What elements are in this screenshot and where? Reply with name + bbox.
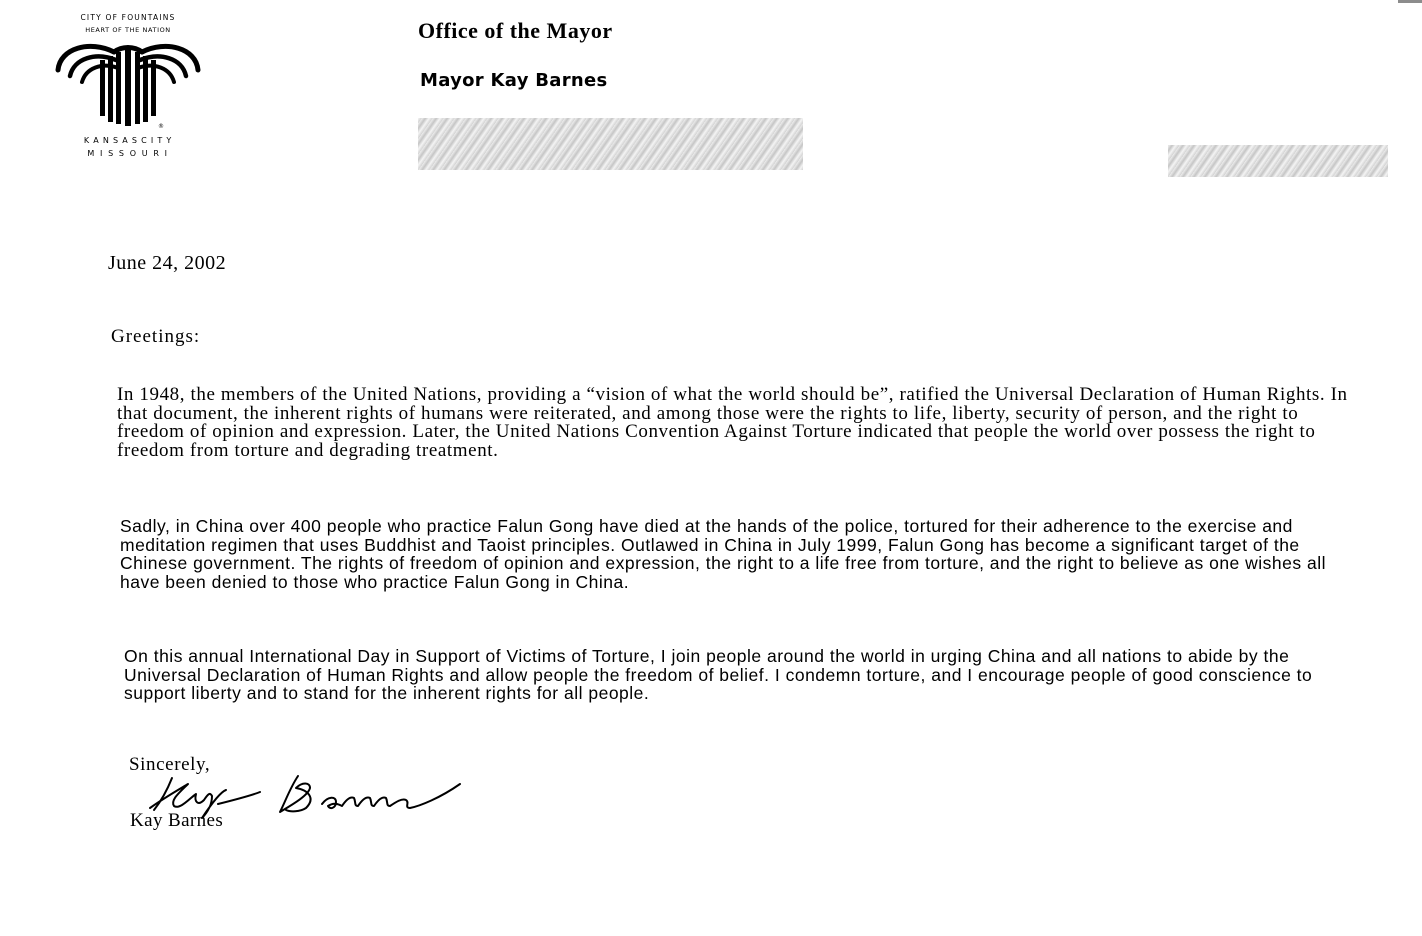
logo-bottom-line-2: M I S S O U R I <box>87 149 169 158</box>
logo-top-line-1: CITY OF FOUNTAINS <box>80 13 176 22</box>
letter-greeting: Greetings: <box>111 326 201 347</box>
letter-paragraph: In 1948, the members of the United Nations, providing a “vision of what the world should be”, ratified the Universal Declaration of Human Rights. In that document, the inherent rights of humans were reiterated, and among those were the rights to life, liberty, security of person, and the right to freedom of opinion and expression. Later, the United Nations Convention Against Torture indicated that people the world over possess the right to freedom from torture and degrading treatment. <box>117 384 1348 461</box>
letter-date: June 24, 2002 <box>108 252 227 274</box>
scan-corner-mark <box>1398 0 1422 3</box>
redacted-address-block <box>418 118 803 170</box>
registered-mark-icon: ® <box>158 123 164 130</box>
signer-name: Kay Barnes <box>130 810 224 831</box>
redacted-contact-block <box>1168 145 1388 177</box>
logo-top-line-2: HEART OF THE NATION <box>85 26 171 34</box>
letter-paragraph: On this annual International Day in Support of Victims of Torture, I join people around the world in urging China and all nations to abide by the Universal Declaration of Human Rights and allow people the freedom of belief. I condemn torture, and I encourage people of good conscience to support liberty and to stand for the inherent rights for all people. <box>124 646 1313 703</box>
mayor-name: Mayor Kay Barnes <box>420 70 608 91</box>
letter-closing: Sincerely, <box>129 754 211 775</box>
logo-bottom-line-1: K A N S A S C I T Y <box>83 136 173 145</box>
letter-paragraph: Sadly, in China over 400 people who practice Falun Gong have died at the hands of the police, tortured for their adherence to the exercise and meditation regimen that uses Buddhist and Taoist principles. Outlawed in China in July 1999, Falun Gong has become a significant target of the Chinese government. The rights of freedom of opinion and expression, the right to a life free from torture, and the right to believe as one wishes all have been denied to those who practice Falun Gong in China. <box>120 516 1327 592</box>
city-logo <box>40 10 216 160</box>
office-title: Office of the Mayor <box>418 18 613 43</box>
fountain-icon <box>40 10 216 160</box>
